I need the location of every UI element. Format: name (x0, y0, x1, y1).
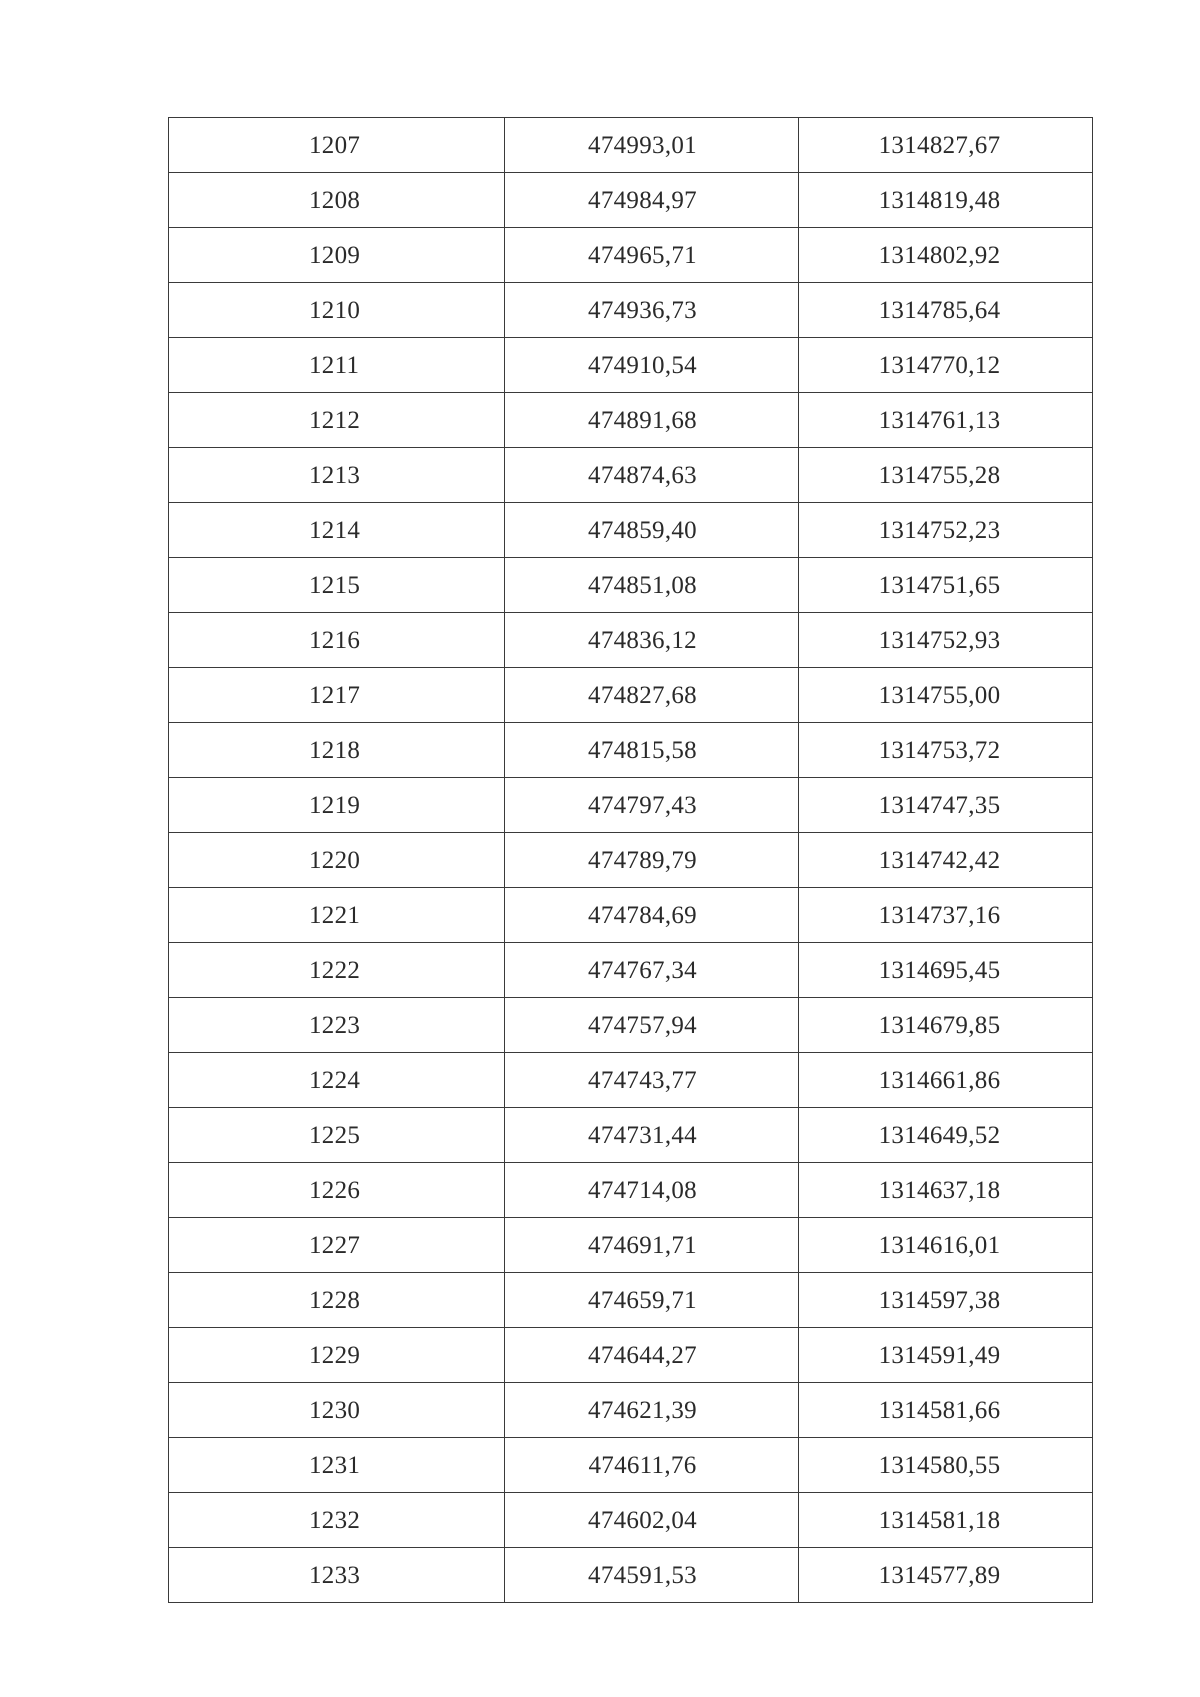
y-coordinate-cell: 1314761,13 (799, 393, 1093, 448)
point-number-cell: 1210 (169, 283, 505, 338)
x-coordinate-cell: 474827,68 (505, 668, 799, 723)
point-number-cell: 1226 (169, 1163, 505, 1218)
table-row (169, 668, 1093, 723)
point-number-cell: 1216 (169, 613, 505, 668)
x-coordinate-cell: 474993,01 (505, 118, 799, 173)
y-coordinate-cell: 1314577,89 (799, 1548, 1093, 1603)
x-coordinate-cell: 474784,69 (505, 888, 799, 943)
x-coordinate-cell: 474859,40 (505, 503, 799, 558)
table-row (169, 888, 1093, 943)
table-row (169, 1548, 1093, 1603)
table-row (169, 338, 1093, 393)
x-coordinate-cell: 474789,79 (505, 833, 799, 888)
y-coordinate-cell: 1314661,86 (799, 1053, 1093, 1108)
point-number-cell: 1209 (169, 228, 505, 283)
table-row (169, 118, 1093, 173)
x-coordinate-cell: 474591,53 (505, 1548, 799, 1603)
y-coordinate-cell: 1314591,49 (799, 1328, 1093, 1383)
y-coordinate-cell: 1314755,00 (799, 668, 1093, 723)
y-coordinate-cell: 1314597,38 (799, 1273, 1093, 1328)
table-row (169, 448, 1093, 503)
y-coordinate-cell: 1314695,45 (799, 943, 1093, 998)
point-number-cell: 1232 (169, 1493, 505, 1548)
table-row (169, 393, 1093, 448)
point-number-cell: 1228 (169, 1273, 505, 1328)
x-coordinate-cell: 474659,71 (505, 1273, 799, 1328)
point-number-cell: 1227 (169, 1218, 505, 1273)
y-coordinate-cell: 1314747,35 (799, 778, 1093, 833)
y-coordinate-cell: 1314755,28 (799, 448, 1093, 503)
table-row (169, 1438, 1093, 1493)
y-coordinate-cell: 1314770,12 (799, 338, 1093, 393)
point-number-cell: 1222 (169, 943, 505, 998)
point-number-cell: 1230 (169, 1383, 505, 1438)
y-coordinate-cell: 1314737,16 (799, 888, 1093, 943)
x-coordinate-cell: 474644,27 (505, 1328, 799, 1383)
point-number-cell: 1212 (169, 393, 505, 448)
table-row (169, 613, 1093, 668)
table-row (169, 998, 1093, 1053)
table-row (169, 283, 1093, 338)
x-coordinate-cell: 474965,71 (505, 228, 799, 283)
point-number-cell: 1220 (169, 833, 505, 888)
y-coordinate-cell: 1314802,92 (799, 228, 1093, 283)
table-row (169, 228, 1093, 283)
table-row (169, 1383, 1093, 1438)
y-coordinate-cell: 1314679,85 (799, 998, 1093, 1053)
point-number-cell: 1223 (169, 998, 505, 1053)
x-coordinate-cell: 474815,58 (505, 723, 799, 778)
x-coordinate-cell: 474714,08 (505, 1163, 799, 1218)
table-row (169, 723, 1093, 778)
table-row (169, 943, 1093, 998)
coordinates-table (168, 117, 1093, 1603)
y-coordinate-cell: 1314752,93 (799, 613, 1093, 668)
y-coordinate-cell: 1314581,66 (799, 1383, 1093, 1438)
point-number-cell: 1219 (169, 778, 505, 833)
table-row (169, 833, 1093, 888)
point-number-cell: 1218 (169, 723, 505, 778)
point-number-cell: 1229 (169, 1328, 505, 1383)
coordinates-table-body (169, 118, 1093, 1603)
table-row (169, 1163, 1093, 1218)
x-coordinate-cell: 474691,71 (505, 1218, 799, 1273)
point-number-cell: 1231 (169, 1438, 505, 1493)
x-coordinate-cell: 474910,54 (505, 338, 799, 393)
table-row (169, 1108, 1093, 1163)
table-row (169, 173, 1093, 228)
table-row (169, 1328, 1093, 1383)
table-row (169, 1053, 1093, 1108)
x-coordinate-cell: 474836,12 (505, 613, 799, 668)
table-row (169, 558, 1093, 613)
y-coordinate-cell: 1314753,72 (799, 723, 1093, 778)
x-coordinate-cell: 474874,63 (505, 448, 799, 503)
point-number-cell: 1213 (169, 448, 505, 503)
x-coordinate-cell: 474984,97 (505, 173, 799, 228)
y-coordinate-cell: 1314637,18 (799, 1163, 1093, 1218)
point-number-cell: 1217 (169, 668, 505, 723)
table-row (169, 1493, 1093, 1548)
x-coordinate-cell: 474767,34 (505, 943, 799, 998)
y-coordinate-cell: 1314819,48 (799, 173, 1093, 228)
point-number-cell: 1207 (169, 118, 505, 173)
point-number-cell: 1214 (169, 503, 505, 558)
point-number-cell: 1221 (169, 888, 505, 943)
x-coordinate-cell: 474936,73 (505, 283, 799, 338)
x-coordinate-cell: 474757,94 (505, 998, 799, 1053)
y-coordinate-cell: 1314827,67 (799, 118, 1093, 173)
point-number-cell: 1208 (169, 173, 505, 228)
x-coordinate-cell: 474891,68 (505, 393, 799, 448)
x-coordinate-cell: 474602,04 (505, 1493, 799, 1548)
x-coordinate-cell: 474731,44 (505, 1108, 799, 1163)
point-number-cell: 1233 (169, 1548, 505, 1603)
point-number-cell: 1224 (169, 1053, 505, 1108)
x-coordinate-cell: 474851,08 (505, 558, 799, 613)
y-coordinate-cell: 1314616,01 (799, 1218, 1093, 1273)
y-coordinate-cell: 1314752,23 (799, 503, 1093, 558)
table-row (169, 1218, 1093, 1273)
table-row (169, 1273, 1093, 1328)
x-coordinate-cell: 474743,77 (505, 1053, 799, 1108)
point-number-cell: 1211 (169, 338, 505, 393)
y-coordinate-cell: 1314751,65 (799, 558, 1093, 613)
y-coordinate-cell: 1314785,64 (799, 283, 1093, 338)
table-row (169, 503, 1093, 558)
x-coordinate-cell: 474797,43 (505, 778, 799, 833)
x-coordinate-cell: 474621,39 (505, 1383, 799, 1438)
table-row (169, 778, 1093, 833)
y-coordinate-cell: 1314580,55 (799, 1438, 1093, 1493)
point-number-cell: 1215 (169, 558, 505, 613)
y-coordinate-cell: 1314649,52 (799, 1108, 1093, 1163)
y-coordinate-cell: 1314581,18 (799, 1493, 1093, 1548)
y-coordinate-cell: 1314742,42 (799, 833, 1093, 888)
x-coordinate-cell: 474611,76 (505, 1438, 799, 1493)
point-number-cell: 1225 (169, 1108, 505, 1163)
